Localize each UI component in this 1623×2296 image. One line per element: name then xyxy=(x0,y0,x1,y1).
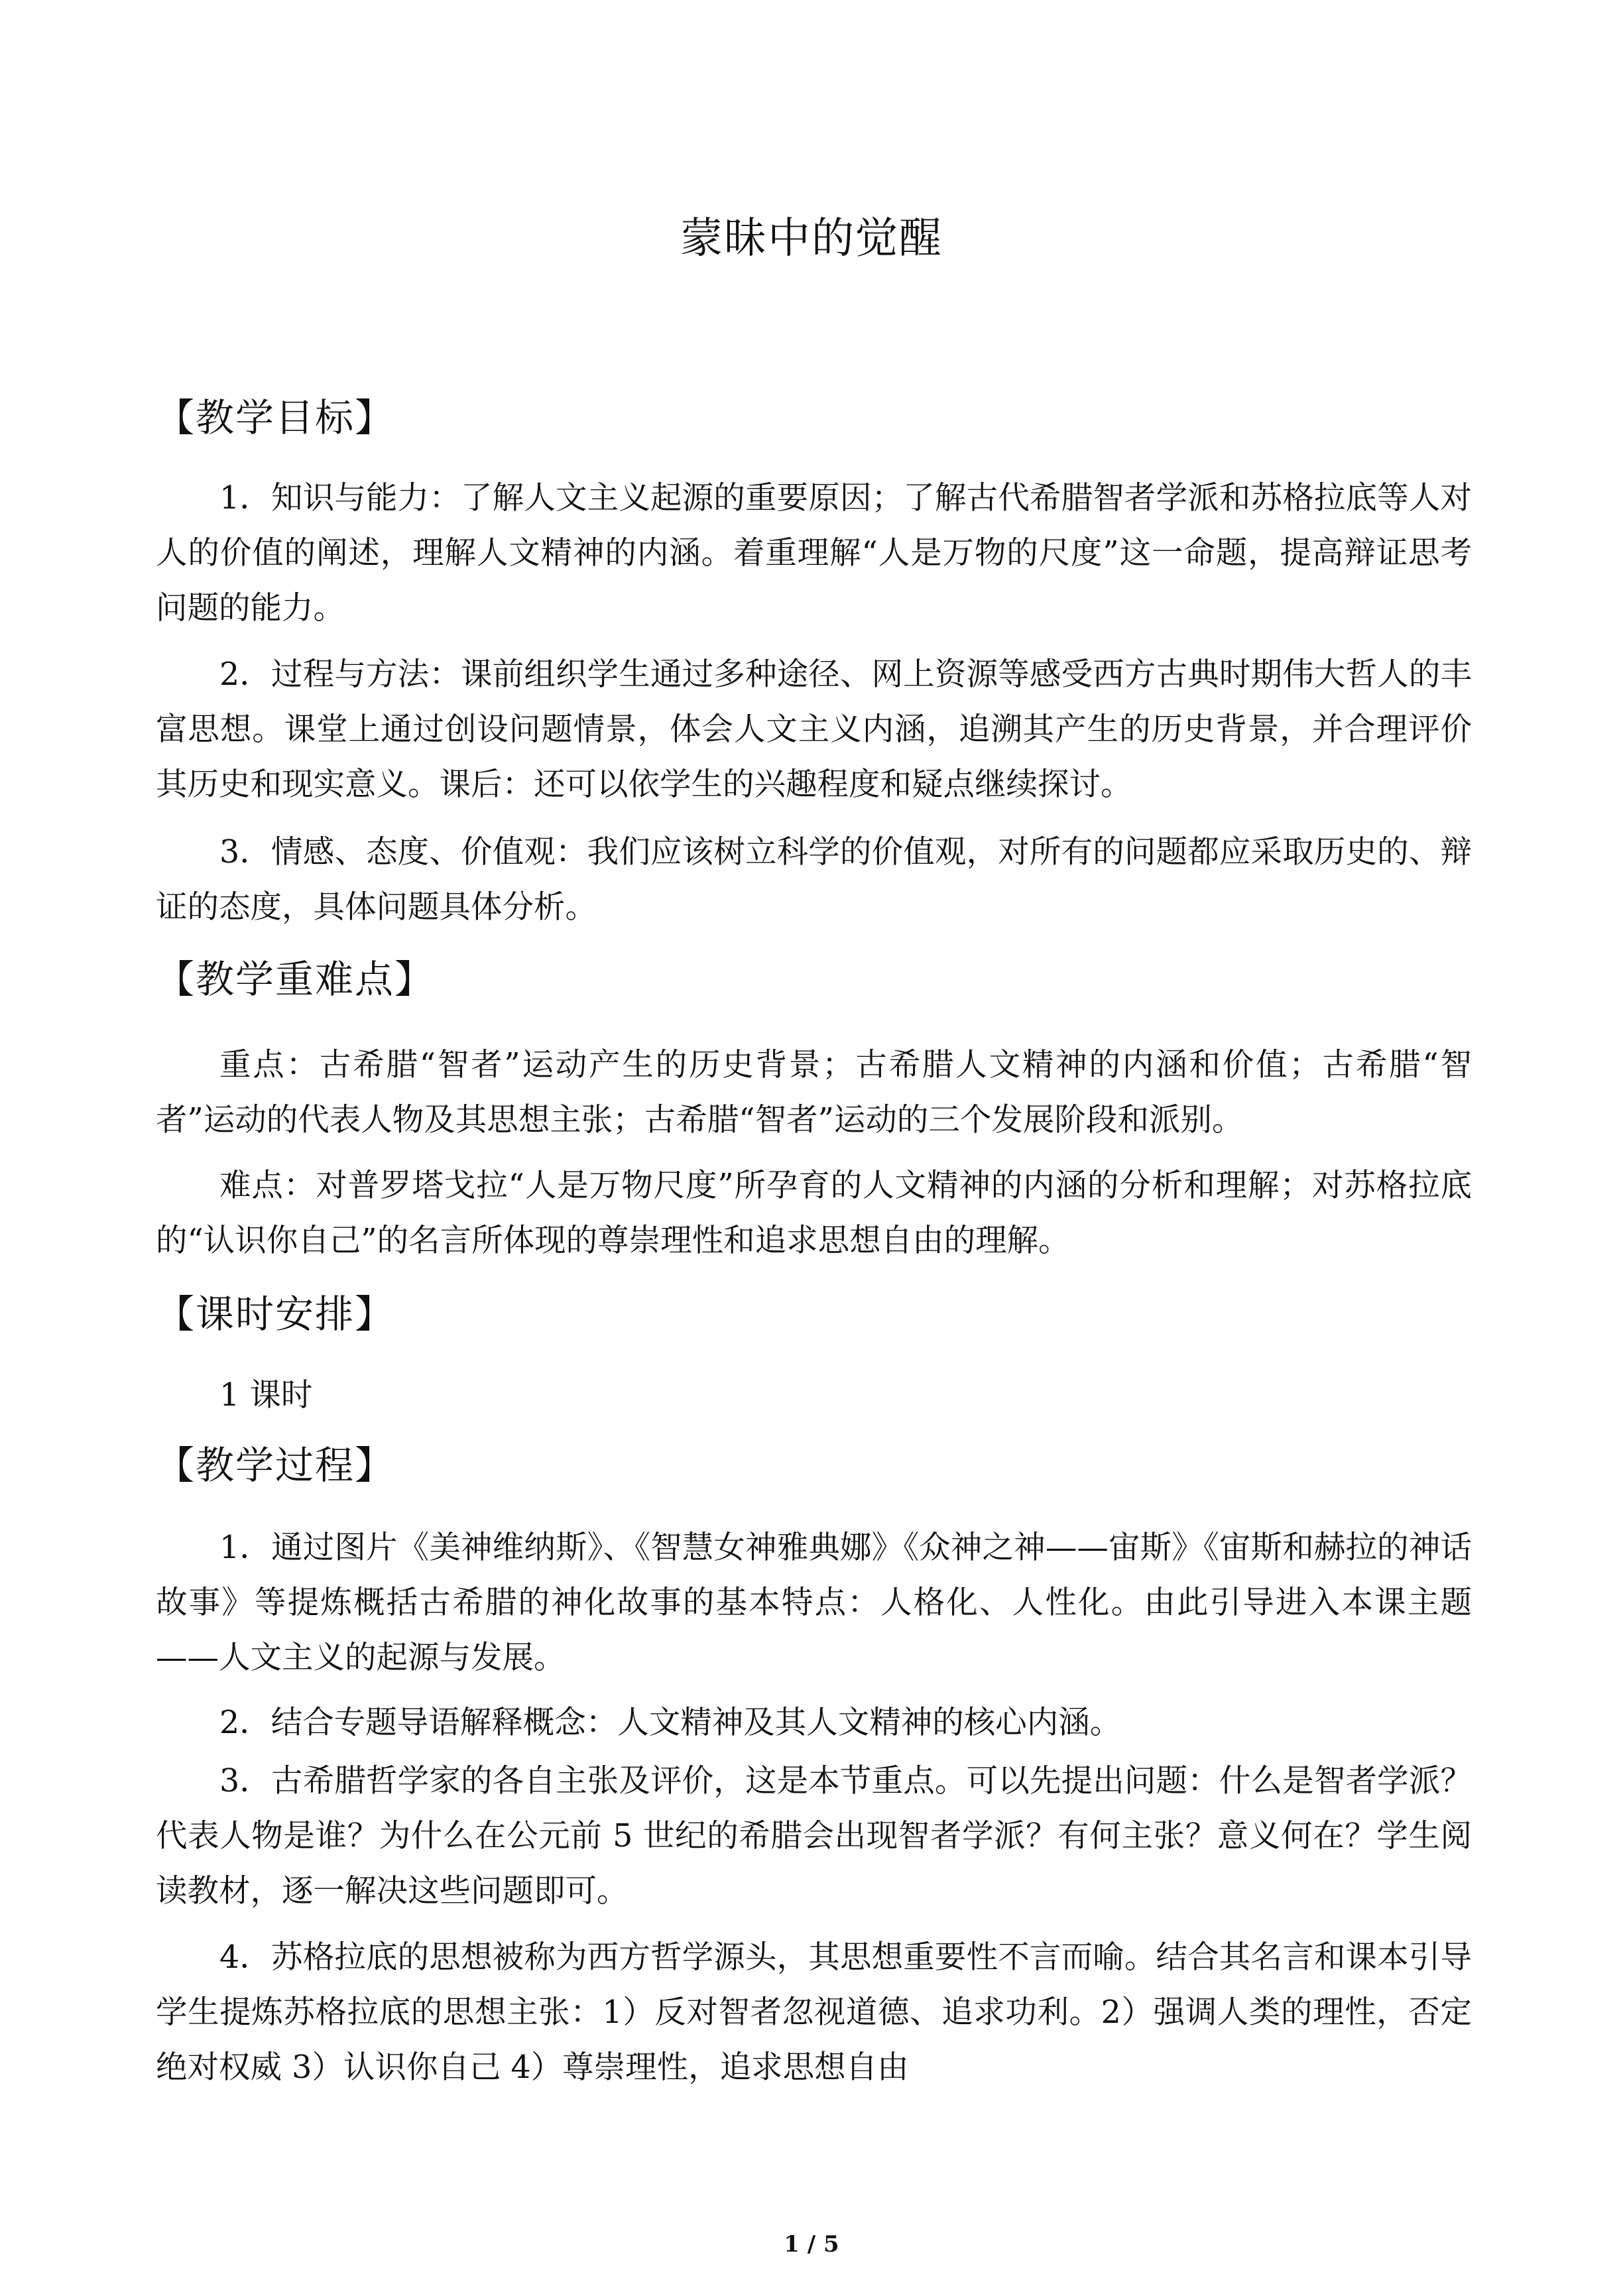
process-paragraph-2: 2．结合专题导语解释概念：人文精神及其人文精神的核心内涵。 xyxy=(219,1705,1122,1741)
section-heading-schedule: 【课时安排】 xyxy=(156,1292,395,1337)
process-paragraph-4: 4．苏格拉底的思想被称为西方哲学源头，其思想重要性不言而喻。结合其名言和课本引导学生提炼苏格拉底的思想主张：1）反对智者忽视道德、追求功利。2）强调人类的理性，否定绝对权威 3）认识你自己 4）尊崇理性，追求思想自由 xyxy=(156,1939,1472,2086)
process-paragraph-3: 3．古希腊哲学家的各自主张及评价，这是本节重点。可以先提出问题：什么是智者学派？代表人物是谁？为什么在公元前 5 世纪的希腊会出现智者学派？有何主张？意义何在？学生阅读教材，逐一解决这些问题即可。 xyxy=(156,1763,1472,1909)
objective-paragraph-1: 1．知识与能力：了解人文主义起源的重要原因；了解古代希腊智者学派和苏格拉底等人对人的价值的阐述，理解人文精神的内涵。着重理解“人是万物的尺度”这一命题，提高辩证思考问题的能力。 xyxy=(156,480,1472,627)
section-heading-keypoints: 【教学重难点】 xyxy=(156,957,435,1002)
schedule-paragraph: 1 课时 xyxy=(219,1377,313,1414)
page-number: 1 / 5 xyxy=(784,2231,839,2258)
objective-paragraph-2: 2．过程与方法：课前组织学生通过多种途径、网上资源等感受西方古典时期伟大哲人的丰富思想。课堂上通过创设问题情景，体会人文主义内涵，追溯其产生的历史背景，并合理评价其历史和现实意义。课后：还可以依学生的兴趣程度和疑点继续探讨。 xyxy=(156,656,1472,803)
section-heading-objectives: 【教学目标】 xyxy=(156,395,395,440)
document-title: 蒙昧中的觉醒 xyxy=(680,214,943,263)
section-heading-process: 【教学过程】 xyxy=(156,1443,395,1488)
objective-paragraph-3: 3．情感、态度、价值观：我们应该树立科学的价值观，对所有的问题都应采取历史的、辩证的态度，具体问题具体分析。 xyxy=(156,834,1472,926)
process-paragraph-1: 1．通过图片《美神维纳斯》、《智慧女神雅典娜》《众神之神——宙斯》《宙斯和赫拉的神话故事》等提炼概括古希腊的神化故事的基本特点：人格化、人性化。由此引导进入本课主题——人文主义的起源与发展。 xyxy=(156,1530,1472,1676)
keypoints-paragraph-difficulty: 难点：对普罗塔戈拉“人是万物尺度”所孕育的人文精神的内涵的分析和理解；对苏格拉底的“认识你自己”的名言所体现的尊崇理性和追求思想自由的理解。 xyxy=(156,1168,1472,1259)
keypoints-paragraph-emphasis: 重点：古希腊“智者”运动产生的历史背景；古希腊人文精神的内涵和价值；古希腊“智者”运动的代表人物及其思想主张；古希腊“智者”运动的三个发展阶段和派别。 xyxy=(156,1047,1472,1138)
